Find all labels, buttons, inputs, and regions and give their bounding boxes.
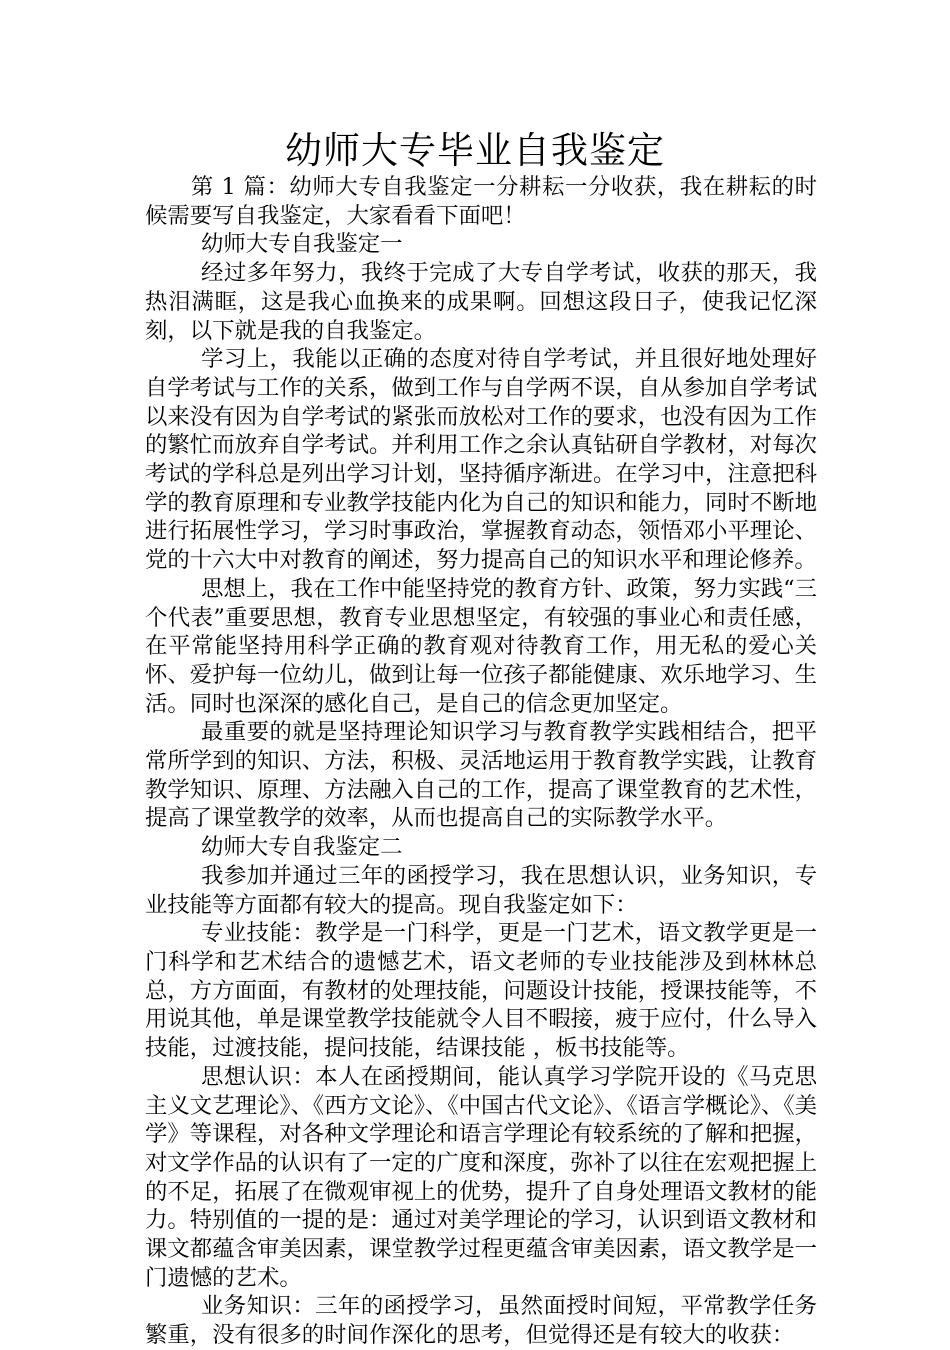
section-heading-one: 幼师大专自我鉴定一 <box>201 231 403 258</box>
paragraph: 学习上，我能以正确的态度对待自学考试，并且很好地处理好自学考试与工作的关系，做到工作与自学两不误，自从参加自学考试以来没有因为自学考试的紧张而放松对工作的要求，也没有因为工作的繁忙而放弃自学考试。并利用工作之余认真钻研自学教材，对每次考试的学科总是列出学习计划，坚持循序渐进。在学习中，注意把科学的教育原理和专业教学技能内化为自己的知识和能力，同时不断地进行拓展性学习，学习时事政治，掌握教育动态，领悟邓小平理论、党的十六大中对教育的阐述，努力提高自己的知识水平和理论修养。 <box>145 346 817 574</box>
paragraph: 思想认识：本人在函授期间，能认真学习学院开设的《马克思主义文艺理论》、《西方文论》、《中国古代文论》、《语言学概论》、《美学》等课程，对各种文学理论和语言学理论有较系统的了解和把握，对文学作品的认识有了一定的广度和深度，弥补了以往在宏观把握上的不足，拓展了在微观审视上的优势，提升了自身处理语文教材的能力。特别值的一提的是：通过对美学理论的学习，认识到语文教材和课文都蕴含审美因素，课堂教学过程更蕴含审美因素，语文教学是一门遗憾的艺术。 <box>145 1063 817 1291</box>
paragraph: 业务知识：三年的函授学习，虽然面授时间短，平常教学任务繁重，没有很多的时间作深化的思考，但觉得还是有较大的收获： <box>145 1293 817 1349</box>
paragraph: 经过多年努力，我终于完成了大专自学考试，收获的那天，我热泪满眶，这是我心血换来的成果啊。回想这段日子，使我记忆深刻，以下就是我的自我鉴定。 <box>145 260 817 344</box>
paragraph: 思想上，我在工作中能坚持党的教育方针、政策，努力实践“三个代表”重要思想，教育专业思想坚定，有较强的事业心和责任感，在平常能坚持用科学正确的教育观对待教育工作，用无私的爱心关怀、爱护每一位幼儿，做到让每一位孩子都能健康、欢乐地学习、生活。同时也深深的感化自己，是自己的信念更加坚定。 <box>145 575 817 717</box>
paragraph: 我参加并通过三年的函授学习，我在思想认识，业务知识，专业技能等方面都有较大的提高。现自我鉴定如下： <box>145 862 817 918</box>
intro-paragraph: 第 1 篇：幼师大专自我鉴定一分耕耘一分收获，我在耕耘的时候需要写自我鉴定，大家看看下面吧！ <box>145 174 817 229</box>
document-title: 幼师大专毕业自我鉴定 <box>285 129 665 172</box>
section-heading-two: 幼师大专自我鉴定二 <box>201 834 403 861</box>
document-body <box>145 173 817 1350</box>
paragraph: 专业技能：教学是一门科学，更是一门艺术，语文教学更是一门科学和艺术结合的遗憾艺术，语文老师的专业技能涉及到林林总总，方方面面，有教材的处理技能，问题设计技能，授课技能等，不用说其他，单是课堂教学技能就令人目不暇接，疲于应付，什么导入技能，过渡技能，提问技能，结课技能 ，板书技能等。 <box>145 920 817 1062</box>
paragraph: 最重要的就是坚持理论知识学习与教育教学实践相结合，把平常所学到的知识、方法，积极、灵活地运用于教育教学实践，让教育教学知识、原理、方法融入自己的工作，提高了课堂教育的艺术性，提高了课堂教学的效率，从而也提高自己的实际教学水平。 <box>145 719 817 832</box>
